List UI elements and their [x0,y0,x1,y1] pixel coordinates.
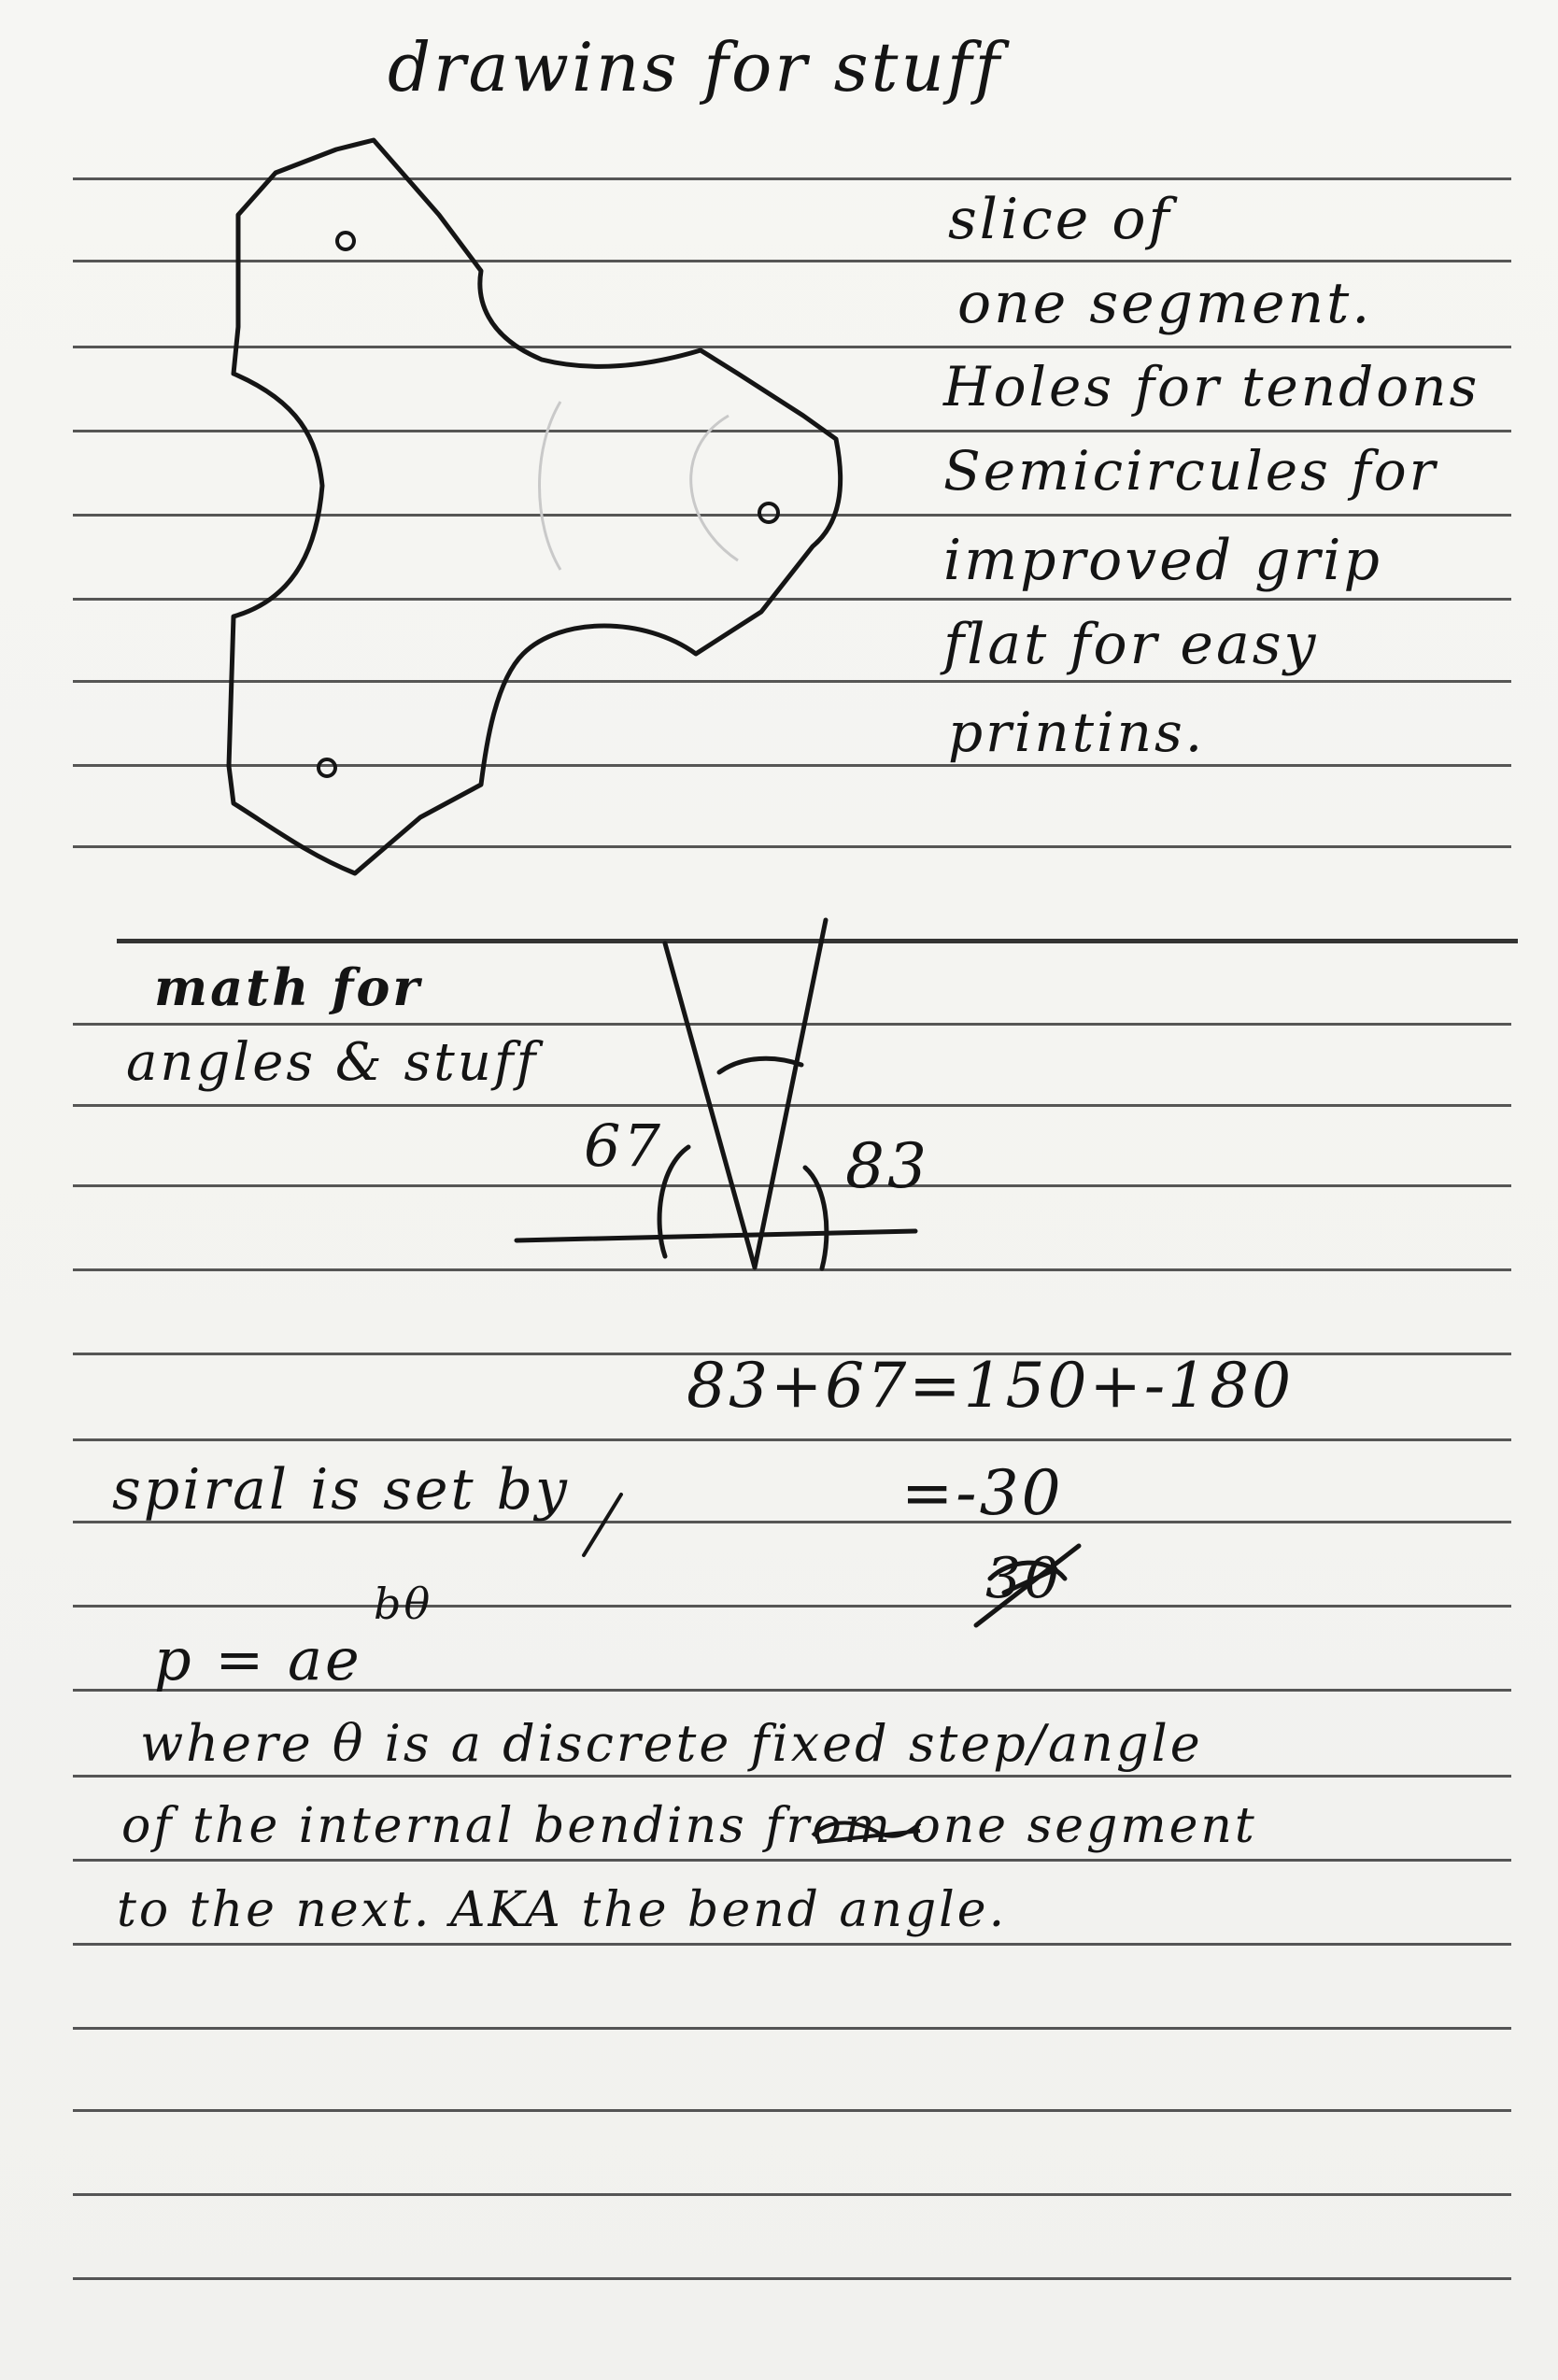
formula-base: p = ae [154,1625,362,1693]
note-line-5: improved grip [943,528,1382,593]
description-line-1: where θ is a discrete fixed step/angle [140,1714,1203,1773]
equation-line-1: 83+67=150+-180 [687,1350,1295,1422]
angle-diagram [517,920,915,1268]
note-line-2: one segment. [957,271,1373,336]
struck-out-marks [976,1546,1079,1625]
note-line-3: Holes for tendons [943,355,1480,418]
angle-label-left: 67 [584,1112,663,1180]
formula-exponent: bθ [374,1579,433,1629]
spiral-intro: spiral is set by [112,1457,570,1523]
description-line-2: of the internal bendins from one segment [121,1798,1257,1854]
page-title: drawins for stuff [388,28,1003,106]
equation-line-3-struck: 30 [985,1546,1063,1611]
note-line-7: printins. [948,701,1206,764]
note-line-6: flat for easy [943,612,1319,677]
math-heading-1: math for [154,957,422,1017]
math-heading-2: angles & stuff [126,1032,539,1093]
description-line-3: to the next. AKA the bend angle. [117,1882,1008,1938]
hole-right [759,503,778,522]
hole-bottom [319,759,335,776]
hole-top [337,233,354,249]
angle-label-right: 83 [845,1130,929,1202]
crossed-out-word [813,1822,920,1842]
note-line-1: slice of [948,187,1172,252]
note-line-4: Semicircules for [943,439,1438,503]
equation-line-2: =-30 [901,1457,1064,1529]
